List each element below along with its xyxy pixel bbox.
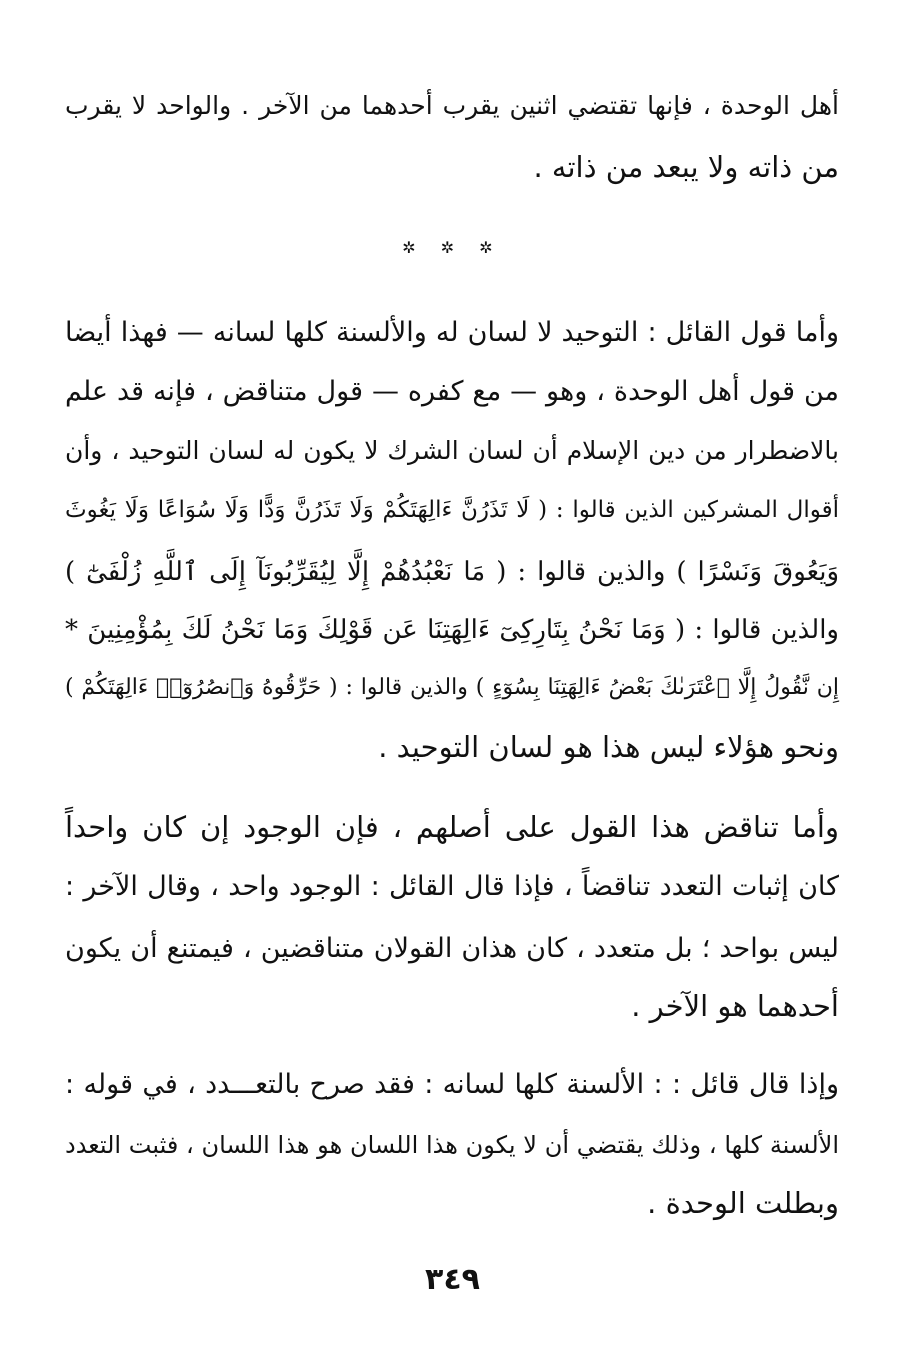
text-line-8: والذين قالوا : ( وَمَا نَحْنُ بِتَارِكِىٓ ءَالِهَتِنَا عَن قَوْلِكَ وَمَا نَحْنُ لَكَ بِمُؤْمِنِينَ * <box>65 615 839 645</box>
text-line-13: ليس بواحد ؛ بل متعدد ، كان هذان القولان متناقضين ، فيمتنع أن يكون <box>65 933 839 964</box>
text-line-15: وإذا قال قائل : : الألسنة كلها لسانه : فقد صرح بالتعـــدد ، في قوله : <box>65 1069 839 1100</box>
text-line-11: وأما تناقض هذا القول على أصلهم ، فإن الوجود إن كان واحداً <box>65 810 839 844</box>
text-line-4: من قول أهل الوحدة ، وهو — مع كفره — قول متناقض ، فإنه قد علم <box>65 376 839 407</box>
text-line-5: بالاضطرار من دين الإسلام أن لسان الشرك لا يكون له لسان التوحيد ، وأن <box>65 436 839 465</box>
text-line-17: وبطلت الوحدة . <box>647 1186 839 1220</box>
section-divider: ✲ ✲ ✲ <box>402 238 503 257</box>
text-line-10: ونحو هؤلاء ليس هذا هو لسان التوحيد . <box>378 730 839 764</box>
text-line-14: أحدهما هو الآخر . <box>631 989 839 1023</box>
text-line-2: من ذاته ولا يبعد من ذاته . <box>533 150 839 184</box>
text-line-3: وأما قول القائل : التوحيد لا لسان له والألسنة كلها لسانه — فهذا أيضا <box>65 317 839 348</box>
text-line-16: الألسنة كلها ، وذلك يقتضي أن لا يكون هذا اللسان هو هذا اللسان ، فثبت التعدد <box>65 1131 839 1159</box>
text-line-7: وَيَعُوقَ وَنَسْرًا ) والذين قالوا : ( مَا نَعْبُدُهُمْ إِلَّا لِيُقَرِّبُونَآ إِلَى ٱللَّهِ زُلْفَىٰٓ ) <box>65 557 839 587</box>
text-line-12: كان إثبات التعدد تناقضاً ، فإذا قال القائل : الوجود واحد ، وقال الآخر : <box>65 871 839 902</box>
text-line-9: إِن نَّقُولُ إِلَّا ٱعْتَرَىٰكَ بَعْضُ ءَالِهَتِنَا بِسُوٓءٍ ) والذين قالوا : ( حَرِّقُوهُ وَٱنصُرُوٓا۟ ءَالِهَتَكُمْ ) <box>65 675 839 700</box>
text-line-1: أهل الوحدة ، فإنها تقتضي اثنين يقرب أحدهما من الآخر . والواحد لا يقرب <box>65 91 839 120</box>
text-line-6: أقوال المشركين الذين قالوا : ( لَا تَذَرُنَّ ءَالِهَتَكُمْ وَلَا تَذَرُنَّ وَدًّا وَلَا سُوَاعًا وَلَا يَغُوثَ <box>65 497 839 523</box>
page-number: ٣٤٩ <box>425 1262 480 1297</box>
